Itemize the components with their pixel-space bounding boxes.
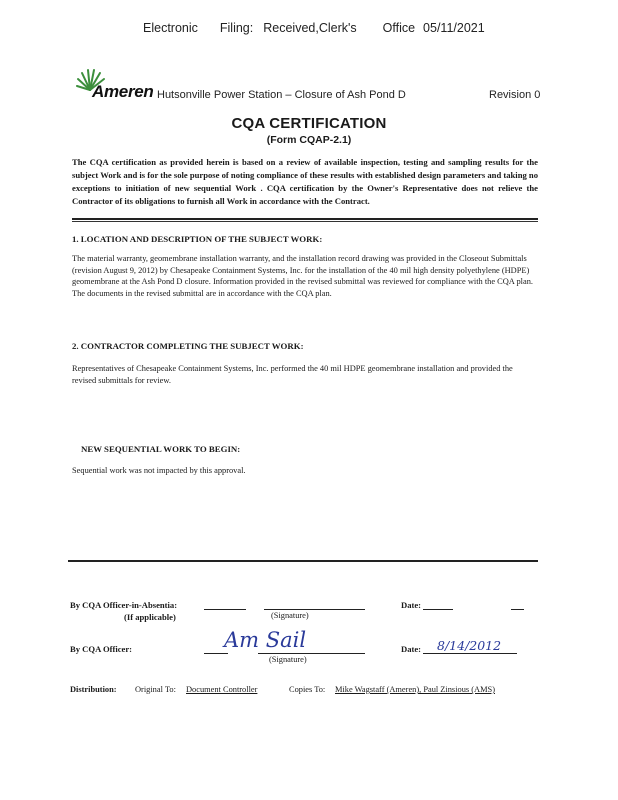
date-line-absentia-end[interactable]: [511, 609, 524, 610]
document-header-title: Hutsonville Power Station – Closure of Ash Pond D: [157, 89, 406, 101]
original-to-value: Document Controller: [186, 685, 258, 694]
section-1-body: The material warranty, geomembrane installation warranty, and the installation record drawing was provided in the Closeout Submittals (revision August 9, 2012) by Chesapeake Containment Systems, Inc. for the installation of the 40 mil high density polyethylene (HDPE) geomembrane at the Ash Pond D closure. Information provided in the revised submittal was reviewed for compliance with the CQA plan. The documents in the revised submittal are in accordance with the CQA plan.: [72, 254, 533, 298]
filing-word-electronic: Electronic: [143, 21, 198, 35]
distribution-label: Distribution:: [70, 685, 117, 694]
signature-caption-absentia: (Signature): [271, 611, 309, 620]
certification-statement: The CQA certification as provided herein is based on a review of available inspection, testing and sampling results for the subject Work and is for the sole purpose of noting compliance of these results with established design parameters and taking no exceptions to initiation of new sequential Work . CQA certification by the Owner's Representative does not relieve the Contractor of its obligations to furnish all Work in accordance with the Contract.: [72, 157, 539, 206]
filing-word-filing: Filing:: [219, 21, 254, 35]
filing-date: 05/11/2021: [423, 21, 485, 35]
divider-line: [72, 218, 538, 220]
form-id: (Form CQAP-2.1): [266, 134, 352, 146]
signature-line-officer[interactable]: [258, 653, 365, 654]
date-line-officer[interactable]: [423, 653, 517, 654]
date-line-absentia[interactable]: [423, 609, 453, 610]
officer-date-value: 8/14/2012: [437, 638, 502, 653]
electronic-filing-stamp: [143, 21, 485, 35]
section-1-heading: 1. LOCATION AND DESCRIPTION OF THE SUBJECT WORK:: [72, 234, 323, 244]
officer-label: By CQA Officer:: [70, 644, 133, 654]
ameren-logo: [74, 68, 154, 104]
form-title: CQA CERTIFICATION: [231, 115, 387, 132]
date-label-absentia: Date:: [401, 600, 422, 610]
logo-text: Ameren: [92, 82, 154, 101]
divider-line: [68, 560, 538, 562]
signature-line-lead[interactable]: [204, 653, 228, 654]
section-2-body: Representatives of Chesapeake Containment Systems, Inc. performed the 40 mil HDPE geomembrane installation and provided the revised submittals for review.: [72, 364, 513, 385]
officer-signature: Am Sail: [224, 628, 307, 652]
copies-to-label: Copies To:: [289, 685, 326, 694]
section-2-heading: 2. CONTRACTOR COMPLETING THE SUBJECT WORK:: [72, 341, 304, 351]
copies-to-value: Mike Wagstaff (Ameren), Paul Zinsious (AMS): [335, 685, 495, 694]
copies-to-recipients: [335, 685, 495, 694]
officer-in-absentia-label: By CQA Officer-in-Absentia:: [70, 600, 178, 610]
filing-word-office: Office: [382, 21, 416, 35]
if-applicable-label: (If applicable): [124, 612, 176, 622]
signature-caption-officer: (Signature): [269, 655, 307, 664]
signature-line-short[interactable]: [204, 609, 246, 610]
original-to-recipient: [186, 685, 257, 694]
section-3-heading: NEW SEQUENTIAL WORK TO BEGIN:: [81, 444, 241, 454]
date-label-officer: Date:: [401, 644, 422, 654]
signature-line-absentia[interactable]: [264, 609, 365, 610]
section-3-body: Sequential work was not impacted by this approval.: [72, 466, 246, 475]
original-to-label: Original To:: [135, 685, 176, 694]
revision-label: Revision 0: [489, 89, 541, 101]
filing-word-received: Received,Clerk's: [263, 21, 357, 35]
divider-line: [72, 221, 538, 222]
